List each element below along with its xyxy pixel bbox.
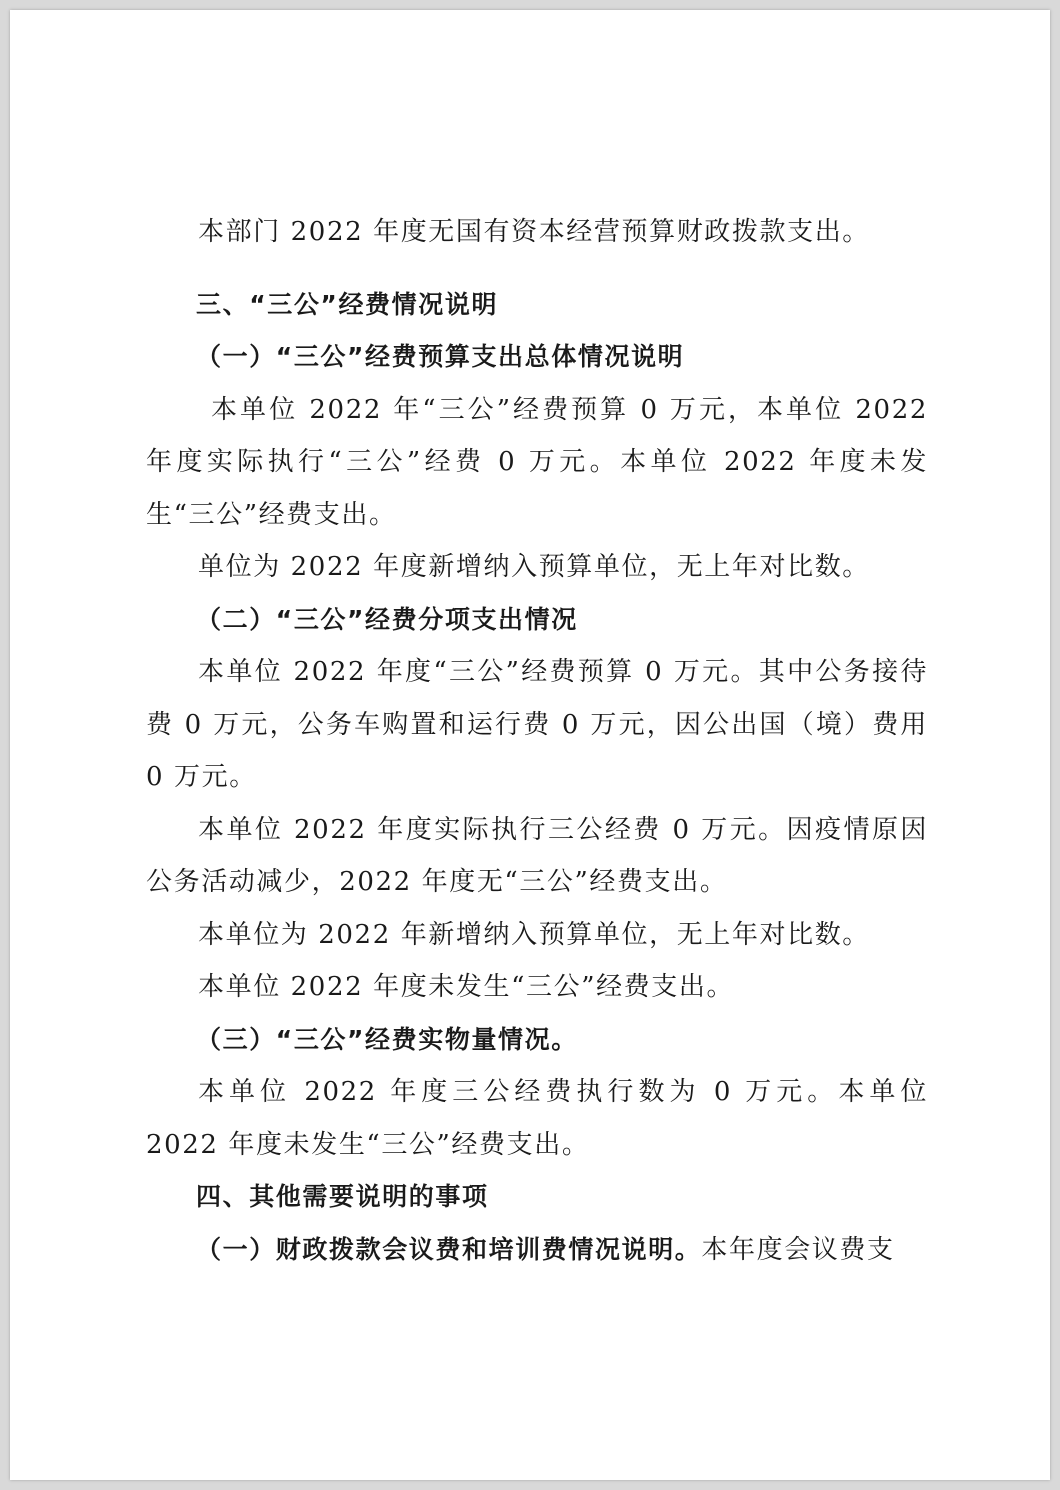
paragraph-actual-execution: 本单位 2022 年度实际执行三公经费 0 万元。因疫情原因公务活动减少，2022 年度无“三公”经费支出。 [146, 814, 928, 897]
paragraph-no-expenditure: 本单位 2022 年度未发生“三公”经费支出。 [198, 972, 735, 1002]
subheading-overall-budget: （一）“三公”经费预算支出总体情况说明 [196, 342, 685, 371]
document-body [146, 206, 928, 1276]
paragraph-itemized-budget: 本单位 2022 年度“三公”经费预算 0 万元。其中公务接待费 0 万元，公务车购置和运行费 0 万元，因公出国（境）费用 0 万元。 [146, 657, 928, 792]
document-page [10, 10, 1050, 1480]
paragraph-intro: 本部门 2022 年度无国有资本经营预算财政拨款支出。 [198, 217, 870, 247]
subheading-physical-quantity: （三）“三公”经费实物量情况。 [196, 1024, 578, 1054]
paragraph-no-comparison: 单位为 2022 年度新增纳入预算单位，无上年对比数。 [198, 552, 870, 582]
paragraph-meeting-training-fees [146, 1224, 928, 1277]
paragraph-new-unit: 本单位为 2022 年新增纳入预算单位，无上年对比数。 [198, 919, 870, 950]
paragraph-overall-budget: 本单位 2022 年“三公”经费预算 0 万元，本单位 2022 年度实际执行“三公”经费 0 万元。本单位 2022 年度未发生“三公”经费支出。 [146, 394, 928, 530]
section-heading-three-public-expenses: 三、“三公”经费情况说明 [196, 289, 499, 319]
meeting-fees-text: 本年度会议费支 [701, 1234, 895, 1265]
subheading-itemized-expenses: （二）“三公”经费分项支出情况 [196, 604, 578, 634]
subheading-meeting-training-fees: （一）财政拨款会议费和培训费情况说明。 [196, 1234, 702, 1264]
section-heading-other-matters: 四、其他需要说明的事项 [196, 1182, 489, 1211]
paragraph-physical-quantity: 本单位 2022 年度三公经费执行数为 0 万元。本单位 2022 年度未发生“三公”经费支出。 [146, 1077, 928, 1160]
